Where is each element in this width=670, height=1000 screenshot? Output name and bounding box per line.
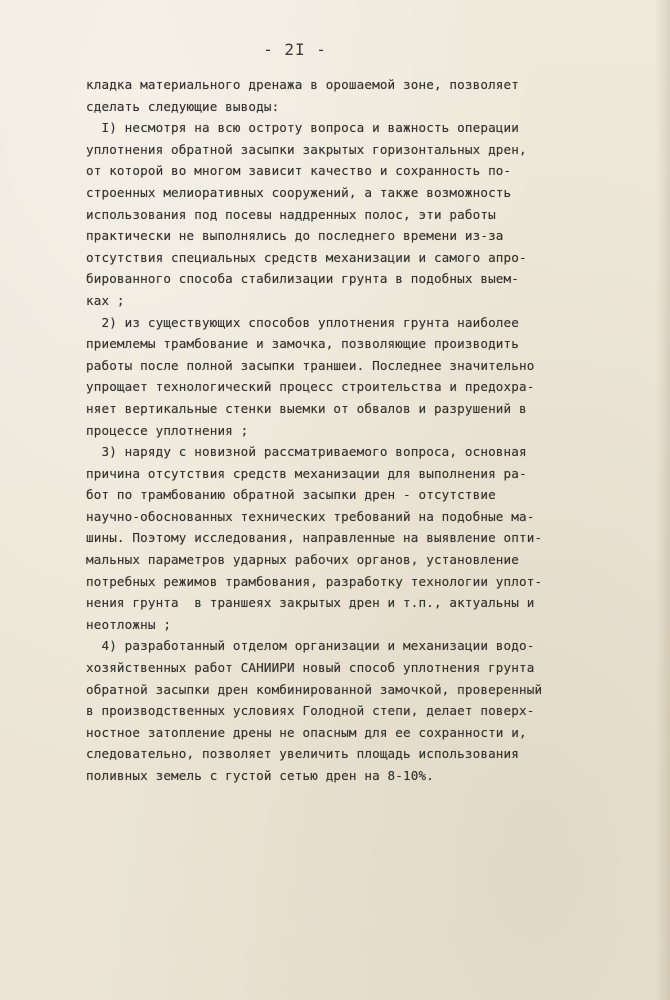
text-line: процессе уплотнения ; bbox=[86, 422, 249, 438]
text-line: нения грунта в траншеях закрытых дрен и т.п., актуальны и bbox=[86, 595, 535, 611]
text-line: следовательно, позволяет увеличить площадь использования bbox=[86, 746, 519, 762]
text-line: научно-обоснованных технических требований на подобные ма- bbox=[86, 508, 535, 524]
text-line: ностное затопление дрены не опасным для ее сохранности и, bbox=[86, 724, 527, 740]
text-line: бированного способа стабилизации грунта в подобных выем- bbox=[86, 271, 519, 287]
text-line: практически не выполнялись до последнего времени из-за bbox=[86, 228, 504, 244]
page-number: - 2I - bbox=[263, 40, 327, 59]
text-line: приемлемы трамбование и замочка, позволяющие производить bbox=[86, 336, 519, 352]
text-line: 3) наряду с новизной рассматриваемого вопроса, основная bbox=[86, 444, 527, 460]
text-line: использования под посевы наддренных полос, эти работы bbox=[86, 206, 496, 222]
text-line: сделать следующие выводы: bbox=[86, 98, 280, 114]
text-line: шины. Поэтому исследования, направленные на выявление опти- bbox=[86, 530, 543, 546]
text-line: обратной засыпки дрен комбинированной замочкой, проверенный bbox=[86, 681, 543, 697]
text-line: хозяйственных работ САНИИРИ новый способ уплотнения грунта bbox=[86, 660, 535, 676]
text-line: кладка материального дренажа в орошаемой зоне, позволяет bbox=[86, 77, 519, 92]
text-line: 2) из существующих способов уплотнения грунта наиболее bbox=[86, 314, 519, 330]
text-line: мальных параметров ударных рабочих органов, установление bbox=[86, 552, 519, 568]
text-line: I) несмотря на всю остроту вопроса и важность операции bbox=[86, 120, 519, 136]
body-text bbox=[86, 74, 626, 787]
text-line: потребных режимов трамбования, разработку технологии уплот- bbox=[86, 573, 543, 589]
text-line: поливных земель с густой сетью дрен на 8-10%. bbox=[86, 768, 434, 783]
text-line: от которой во многом зависит качество и сохранность по- bbox=[86, 163, 512, 179]
text-line: бот по трамбованию обратной засыпки дрен - отсутствие bbox=[86, 487, 496, 503]
text-line: неотложны ; bbox=[86, 616, 172, 632]
page-edge-shadow bbox=[656, 0, 670, 1000]
text-line: работы после полной засыпки траншеи. Последнее значительно bbox=[86, 357, 535, 373]
text-line: в производственных условиях Голодной степи, делает поверх- bbox=[86, 703, 535, 719]
text-line: отсутствия специальных средств механизации и самого апро- bbox=[86, 249, 527, 265]
text-line: упрощает технологический процесс строительства и предохра- bbox=[86, 379, 535, 395]
text-line: строенных мелиоративных сооружений, а также возможность bbox=[86, 184, 512, 200]
text-line: уплотнения обратной засыпки закрытых горизонтальных дрен, bbox=[86, 141, 527, 157]
text-line: причина отсутствия средств механизации для выполнения ра- bbox=[86, 465, 527, 481]
text-line: 4) разработанный отделом организации и механизации водо- bbox=[86, 638, 535, 654]
text-line: няет вертикальные стенки выемки от обвалов и разрушений в bbox=[86, 400, 527, 416]
text-line: ках ; bbox=[86, 292, 125, 308]
